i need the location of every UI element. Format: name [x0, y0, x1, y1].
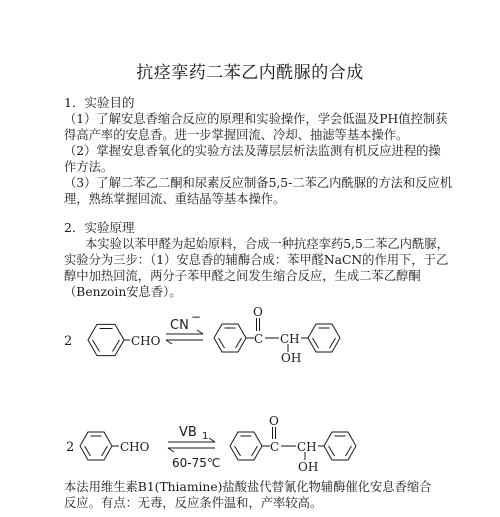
objective-line: （1）了解安息香缩合反应的原理和实验操作，学会低温及PH值控制获 — [64, 112, 448, 126]
objective-line: 理，熟练掌握回流、重结晶等基本操作。 — [64, 192, 286, 206]
carbon-label: C — [254, 332, 264, 346]
objective-line: （3）了解二苯乙二酮和尿素反应制备5,5-二苯乙内酰脲的方法和反应机 — [64, 176, 453, 190]
objective-line: 作方法。 — [64, 160, 114, 174]
catalyst-subscript: 1 — [202, 431, 209, 442]
footer-line: 反应。有点：无毒，反应条件温和，产率较高。 — [64, 496, 323, 510]
catalyst-label: VB — [179, 425, 197, 440]
stoichiometric-coefficient: 2 — [66, 440, 75, 455]
catalyst-charge: − — [191, 310, 202, 324]
catalyst-label: CN — [170, 318, 189, 333]
ch-label: CH — [280, 332, 300, 346]
ch-label: CH — [297, 440, 317, 454]
carbonyl-oxygen-label: O — [269, 415, 279, 428]
benzene-ring — [88, 324, 124, 355]
objective-line: （2）掌握安息香氧化的实验方法及薄层层析法监测有机反应进程的操 — [64, 144, 441, 158]
footer-line: 本法用维生素B1(Thiamine)盐酸盐代替氰化物辅酶催化安息香缩合 — [64, 480, 432, 494]
objective-line: 得高产率的安息香。进一步掌握回流、冷却、抽滤等基本操作。 — [64, 128, 409, 142]
reaction-condition: 60-75℃ — [172, 456, 221, 470]
carbonyl-oxygen-label: O — [253, 305, 263, 319]
benzene-ring — [80, 432, 112, 460]
section-heading-objectives: 1．实验目的 — [64, 95, 135, 110]
reaction-scheme-2 — [0, 415, 500, 480]
principle-line: 醇中加热回流，两分子苯甲醛之间发生缩合反应，生成二苯乙醇酮 — [64, 269, 421, 283]
aldehyde-group-label: CHO — [131, 334, 161, 348]
benzene-ring — [308, 324, 340, 352]
benzene-ring — [324, 432, 356, 460]
page-title: 抗痉挛药二苯乙内酰脲的合成 — [136, 63, 364, 83]
principle-line: 本实验以苯甲醛为起始原料，合成一种抗痉挛药5,5二苯乙内酰脲， — [85, 237, 449, 251]
reaction-scheme-1 — [0, 300, 500, 380]
carbon-label: C — [270, 440, 280, 454]
aldehyde-group-label: CHO — [120, 440, 150, 454]
principle-line: 实验分为三步：（1）安息香的辅酶合成：苯甲醛NaCN的作用下，于乙 — [64, 253, 449, 267]
benzene-ring — [214, 324, 246, 352]
principle-line: （Benzoin安息香）。 — [64, 285, 182, 299]
hydroxyl-label: OH — [298, 460, 319, 474]
section-heading-principle: 2．实验原理 — [64, 220, 135, 235]
stoichiometric-coefficient: 2 — [64, 334, 73, 349]
hydroxyl-label: OH — [281, 351, 302, 365]
benzene-ring — [230, 432, 262, 460]
